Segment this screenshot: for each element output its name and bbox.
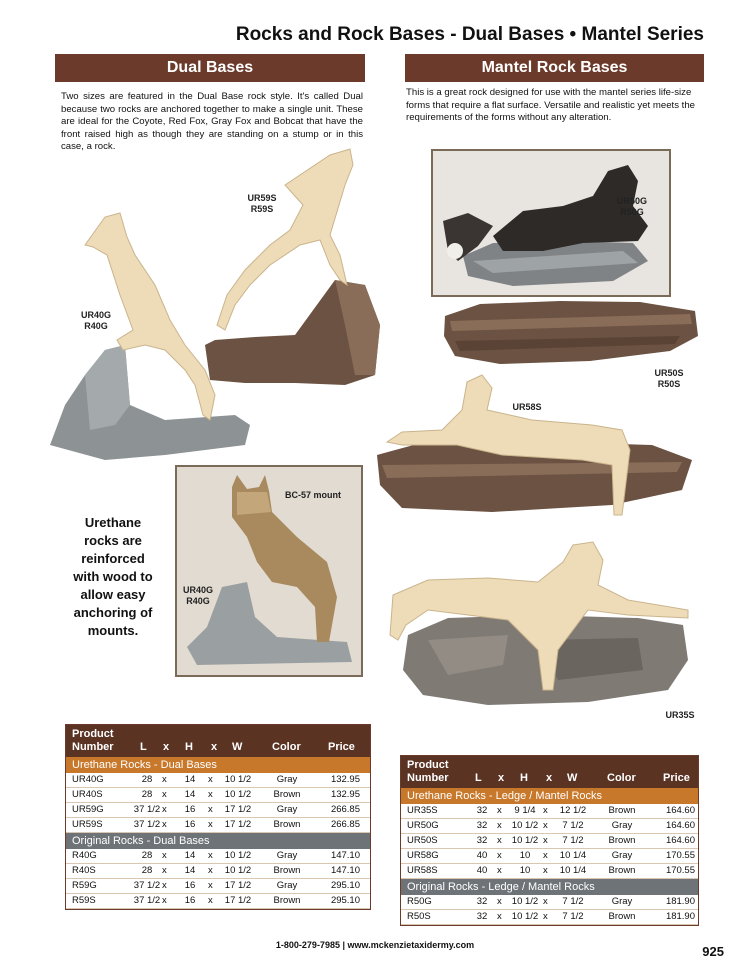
fox-mantel-photo (431, 149, 671, 297)
table-cell: x (208, 819, 213, 830)
table-cell: 10 1/2 (511, 896, 539, 907)
header-number: Number (72, 741, 114, 753)
header-x: x (498, 772, 505, 784)
table-row (401, 910, 698, 925)
table-cell: 37 1/2 (133, 880, 161, 891)
table-cell: 295.10 (330, 895, 360, 906)
table-cell: UR40G (72, 774, 104, 785)
header-color: Color (272, 741, 301, 753)
table-row (401, 819, 698, 834)
table-row (401, 834, 698, 849)
table-cell: 132.95 (330, 774, 360, 785)
table-row (66, 803, 370, 818)
label-r40g: R40G (84, 321, 108, 331)
header-number: Number (407, 772, 449, 784)
dual-base-forms-illustration (45, 145, 385, 465)
table-cell: Brown (608, 911, 636, 922)
table-cell: Brown (608, 835, 636, 846)
table-cell: x (543, 820, 548, 831)
table-cell: 17 1/2 (224, 804, 252, 815)
table-cell: 14 (184, 789, 196, 800)
table-cell: x (208, 850, 213, 861)
table-cell: x (497, 835, 502, 846)
table-cell: Brown (273, 895, 301, 906)
header-l: L (475, 772, 482, 784)
table-cell: 10 1/2 (224, 865, 252, 876)
label-r50s: R50S (657, 379, 681, 389)
note-line: allow easy (80, 587, 146, 602)
header-x: x (163, 741, 170, 753)
table-cell: 170.55 (665, 850, 695, 861)
table-row (66, 864, 370, 879)
table-cell: x (208, 804, 213, 815)
table-cell: 32 (476, 911, 488, 922)
table-cell: 16 (184, 819, 196, 830)
table-cell: 164.60 (665, 820, 695, 831)
table-row (401, 804, 698, 819)
table-cell: x (543, 896, 548, 907)
table-cell: x (162, 850, 167, 861)
table-row (66, 773, 370, 788)
header-x: x (546, 772, 553, 784)
header-w: W (567, 772, 578, 784)
table-cell: x (497, 820, 502, 831)
table-cell: Brown (608, 865, 636, 876)
table-cell: x (208, 865, 213, 876)
table-cell: Brown (273, 819, 301, 830)
header-color: Color (607, 772, 636, 784)
table-row (66, 849, 370, 864)
header-w: W (232, 741, 243, 753)
table-cell: 10 1/2 (224, 789, 252, 800)
table-group-header: Urethane Rocks - Dual Bases (66, 757, 370, 773)
table-cell: x (497, 805, 502, 816)
label-ur58s: UR58S (512, 402, 542, 412)
table-header (66, 725, 370, 757)
label-bc57: BC-57 mount (285, 490, 341, 500)
table-cell: 16 (184, 895, 196, 906)
table-cell: 40 (476, 865, 488, 876)
mantel-bases-header: Mantel Rock Bases (405, 54, 704, 82)
footer-phone: 1-800-279-7985 (275, 940, 340, 950)
table-cell: UR58S (407, 865, 438, 876)
label-ur40g: UR40G (80, 310, 111, 320)
ur35s-rock-illustration (388, 540, 700, 710)
table-cell: UR50S (407, 835, 438, 846)
table-cell: x (497, 911, 502, 922)
table-cell: 37 1/2 (133, 895, 161, 906)
table-cell: 32 (476, 820, 488, 831)
mantel-bases-price-table (400, 755, 699, 926)
table-cell: 7 1/2 (562, 820, 584, 831)
table-cell: 164.60 (665, 835, 695, 846)
table-cell: 9 1/4 (514, 805, 536, 816)
note-line: with wood to (73, 569, 153, 584)
table-cell: x (497, 865, 502, 876)
table-row (66, 894, 370, 909)
table-cell: 28 (141, 865, 153, 876)
table-cell: x (208, 895, 213, 906)
table-cell: 28 (141, 850, 153, 861)
table-cell: x (497, 896, 502, 907)
table-cell: x (543, 850, 548, 861)
table-cell: 132.95 (330, 789, 360, 800)
table-cell: R40G (72, 850, 97, 861)
table-cell: 10 1/2 (224, 774, 252, 785)
table-cell: x (162, 895, 167, 906)
dual-bases-description: Two sizes are featured in the Dual Base rock style. It's called Dual because two rocks are anchored together to make a single unit. These are ideal for the Coyote, Red Fox, Gray Fox and Bobcat that have the front raised high as though they are standing on a stump or in this case, a rock. (61, 91, 363, 153)
urethane-note (58, 514, 168, 640)
label-ur40g-bobcat: UR40G (182, 585, 213, 595)
table-row (401, 849, 698, 864)
table-cell: 28 (141, 789, 153, 800)
page-title: Rocks and Rock Bases - Dual Bases • Mantel Series (235, 24, 704, 45)
table-cell: 17 1/2 (224, 880, 252, 891)
table-row (66, 788, 370, 803)
table-cell: 10 1/2 (511, 835, 539, 846)
table-cell: 10 (519, 865, 531, 876)
table-cell: R50G (407, 896, 432, 907)
table-cell: x (543, 835, 548, 846)
table-cell: UR58G (407, 850, 439, 861)
label-ur59s: UR59S (247, 193, 277, 203)
table-cell: 147.10 (330, 850, 360, 861)
table-group-header: Original Rocks - Ledge / Mantel Rocks (401, 879, 698, 895)
note-line: anchoring of (73, 605, 153, 620)
table-cell: x (162, 819, 167, 830)
table-cell: Gray (276, 880, 298, 891)
header-price: Price (328, 741, 355, 753)
table-row (66, 879, 370, 894)
ur58s-ledge-illustration (372, 370, 702, 520)
table-cell: 32 (476, 896, 488, 907)
table-cell: 10 1/4 (559, 865, 587, 876)
footer-url[interactable]: www.mckenzietaxidermy.com (347, 940, 475, 950)
table-cell: UR59G (72, 804, 104, 815)
fox-mantel-illustration (433, 151, 669, 295)
table-cell: R59S (72, 895, 96, 906)
table-cell: Gray (611, 850, 633, 861)
table-cell: x (162, 774, 167, 785)
table-cell: 295.10 (330, 880, 360, 891)
dual-bases-header: Dual Bases (55, 54, 365, 82)
table-cell: x (208, 789, 213, 800)
table-group-header: Original Rocks - Dual Bases (66, 833, 370, 849)
table-cell: 164.60 (665, 805, 695, 816)
table-cell: UR50G (407, 820, 439, 831)
table-cell: x (497, 850, 502, 861)
table-cell: UR35S (407, 805, 438, 816)
brown-ledge-rock-illustration (440, 296, 702, 368)
table-cell: 14 (184, 865, 196, 876)
table-cell: 7 1/2 (562, 835, 584, 846)
table-cell: 7 1/2 (562, 911, 584, 922)
table-cell: Gray (276, 804, 298, 815)
table-cell: UR59S (72, 819, 103, 830)
table-cell: 181.90 (665, 911, 695, 922)
table-cell: R50S (407, 911, 431, 922)
table-group-header: Urethane Rocks - Ledge / Mantel Rocks (401, 788, 698, 804)
table-cell: 14 (184, 774, 196, 785)
label-ur35s: UR35S (665, 710, 695, 720)
table-cell: 17 1/2 (224, 895, 252, 906)
table-row (401, 895, 698, 910)
table-cell: Gray (611, 896, 633, 907)
table-cell: Gray (276, 774, 298, 785)
table-cell: 37 1/2 (133, 804, 161, 815)
table-cell: x (162, 880, 167, 891)
header-product: Product (72, 728, 114, 740)
table-cell: R59G (72, 880, 97, 891)
header-price: Price (663, 772, 690, 784)
table-cell: x (543, 805, 548, 816)
table-cell: Gray (611, 820, 633, 831)
table-cell: x (543, 865, 548, 876)
note-line: Urethane (84, 515, 142, 530)
table-cell: 10 1/2 (224, 850, 252, 861)
table-cell: 37 1/2 (133, 819, 161, 830)
footer-contact (0, 940, 750, 950)
label-r59s: R59S (250, 204, 274, 214)
table-cell: 7 1/2 (562, 896, 584, 907)
header-product: Product (407, 759, 449, 771)
dual-bases-price-table (65, 724, 371, 910)
table-cell: 28 (141, 774, 153, 785)
table-cell: x (543, 911, 548, 922)
table-cell: 147.10 (330, 865, 360, 876)
table-cell: x (162, 865, 167, 876)
label-ur50g: UR50G (616, 196, 647, 206)
table-cell: 10 1/2 (511, 820, 539, 831)
note-line: rocks are (84, 533, 142, 548)
table-cell: 16 (184, 804, 196, 815)
label-r40g-bobcat: R40G (186, 596, 210, 606)
table-cell: 32 (476, 805, 488, 816)
header-l: L (140, 741, 147, 753)
table-cell: x (162, 789, 167, 800)
table-cell: 16 (184, 880, 196, 891)
table-cell: 10 1/2 (511, 911, 539, 922)
table-cell: Brown (273, 865, 301, 876)
table-cell: 32 (476, 835, 488, 846)
table-cell: 266.85 (330, 804, 360, 815)
header-x: x (211, 741, 218, 753)
note-line: mounts. (87, 623, 139, 638)
mantel-bases-description: This is a great rock designed for use with the mantel series life-size forms that require a flat surface. Versatile and realistic yet meets the requirements of the forms without any alteration. (406, 87, 696, 124)
table-cell: Brown (273, 789, 301, 800)
table-cell: Gray (276, 850, 298, 861)
header-h: H (185, 741, 193, 753)
label-r50g: R50G (620, 207, 644, 217)
table-cell: 12 1/2 (559, 805, 587, 816)
table-cell: x (208, 880, 213, 891)
label-ur50s: UR50S (654, 368, 684, 378)
table-row (401, 864, 698, 879)
note-line: reinforced (81, 551, 145, 566)
table-cell: R40S (72, 865, 96, 876)
table-cell: 181.90 (665, 896, 695, 907)
table-cell: x (208, 774, 213, 785)
table-cell: Brown (608, 805, 636, 816)
table-row (66, 818, 370, 833)
table-cell: 10 (519, 850, 531, 861)
table-cell: 17 1/2 (224, 819, 252, 830)
table-header (401, 756, 698, 788)
page-number: 925 (702, 944, 724, 959)
table-cell: 10 1/4 (559, 850, 587, 861)
footer-separator: | (342, 940, 346, 950)
table-cell: 14 (184, 850, 196, 861)
table-cell: 40 (476, 850, 488, 861)
table-cell: 266.85 (330, 819, 360, 830)
table-cell: UR40S (72, 789, 103, 800)
header-h: H (520, 772, 528, 784)
table-cell: x (162, 804, 167, 815)
table-cell: 170.55 (665, 865, 695, 876)
